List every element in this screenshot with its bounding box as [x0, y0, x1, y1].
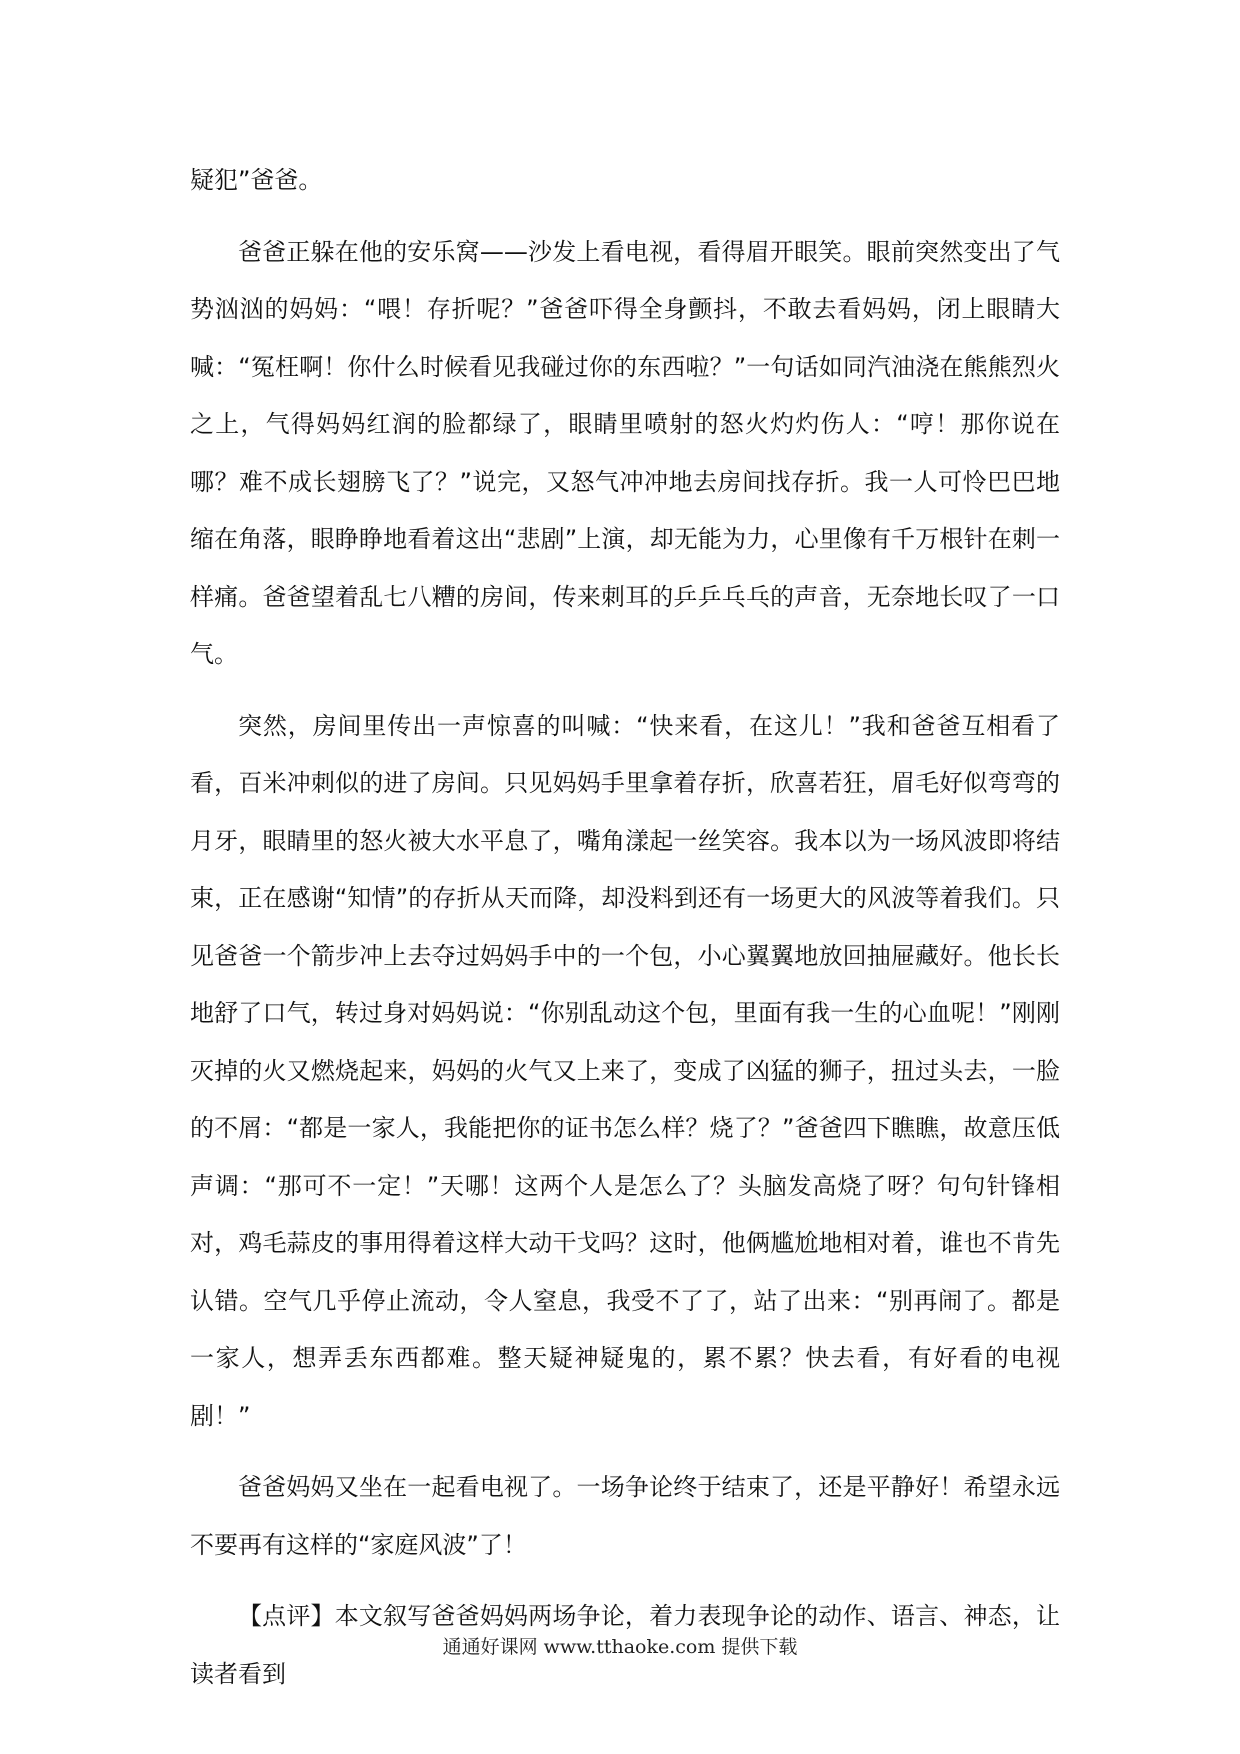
- page-footer: 通通好课网 www.tthaoke.com 提供下载: [442, 1636, 798, 1658]
- paragraph-comment: 【点评】本文叙写爸爸妈妈两场争论，着力表现争论的动作、语言、神态，让读者看到: [190, 1602, 1060, 1688]
- paragraph-sofa-argument: 爸爸正躲在他的安乐窝——沙发上看电视，看得眉开眼笑。眼前突然变出了气势汹汹的妈妈：“喂！存折呢？”爸爸吓得全身颤抖，不敢去看妈妈，闭上眼睛大喊：“冤枉啊！你什么时候看见我碰过你的东西啦？”一句话如同汽油浇在熊熊烈火之上，气得妈妈红润的脸都绿了，眼睛里喷射的怒火灼灼伤人：“哼！那你说在哪？难不成长翅膀飞了？”说完，又怒气冲冲地去房间找存折。我一人可怜巴巴地缩在角落，眼睁睁地看着这出“悲剧”上演，却无能为力，心里像有千万根针在刺一样痛。爸爸望着乱七八糟的房间，传来刺耳的乒乒乓乓的声音，无奈地长叹了一口气。: [190, 237, 1060, 668]
- paragraph-found-passbook: 突然，房间里传出一声惊喜的叫喊：“快来看，在这儿！”我和爸爸互相看了看，百米冲刺似的进了房间。只见妈妈手里拿着存折，欣喜若狂，眉毛好似弯弯的月牙，眼睛里的怒火被大水平息了，嘴角漾起一丝笑容。我本以为一场风波即将结束，正在感谢“知情”的存折从天而降，却没料到还有一场更大的风波等着我们。只见爸爸一个箭步冲上去夺过妈妈手中的一个包，小心翼翼地放回抽屉藏好。他长长地舒了口气，转过身对妈妈说：“你别乱动这个包，里面有我一生的心血呢！”刚刚灭掉的火又燃烧起来，妈妈的火气又上来了，变成了凶猛的狮子，扭过头去，一脸的不屑：“都是一家人，我能把你的证书怎么样？烧了？”爸爸四下瞧瞧，故意压低声调：“那可不一定！”天哪！这两个人是怎么了？头脑发高烧了呀？句句针锋相对，鸡毛蒜皮的事用得着这样大动干戈吗？这时，他俩尴尬地相对着，谁也不肯先认错。空气几乎停止流动，令人窒息，我受不了了，站了出来：“别再闹了。都是一家人，想弄丢东西都难。整天疑神疑鬼的，累不累？快去看，有好看的电视剧！”: [190, 711, 1060, 1430]
- document-body: [190, 152, 1060, 1717]
- paragraph-continued: 疑犯”爸爸。: [190, 166, 323, 194]
- paragraph-conclusion: 爸爸妈妈又坐在一起看电视了。一场争论终于结束了，还是平静好！希望永远不要再有这样的“家庭风波”了！: [190, 1473, 1060, 1559]
